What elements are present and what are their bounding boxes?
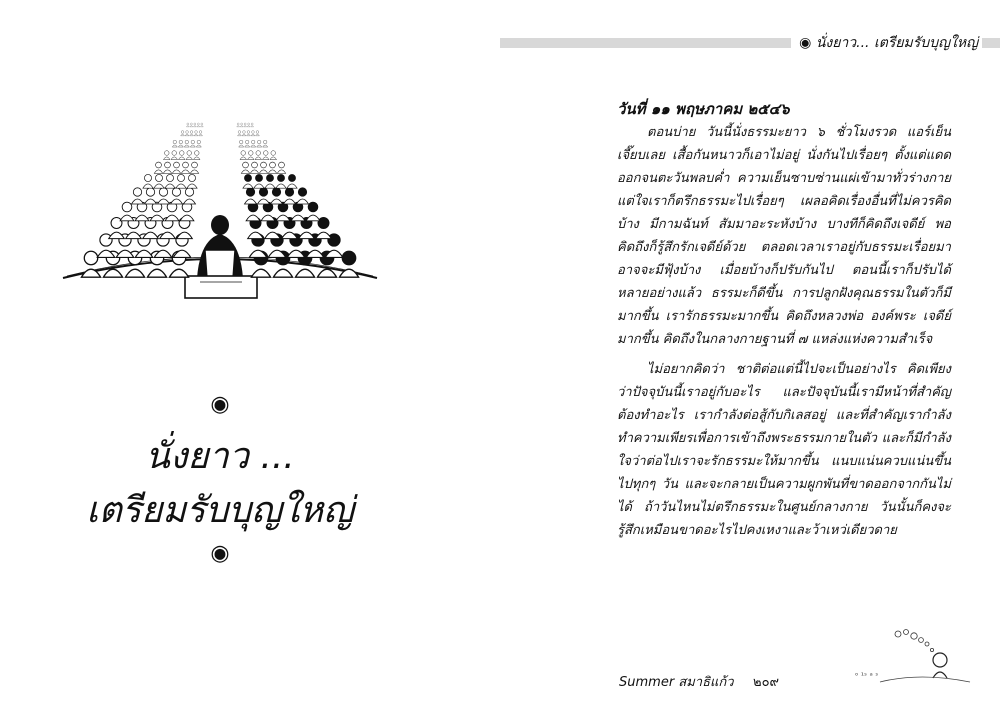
- footer-book-title: Summer สมาธิแก้ว: [619, 675, 734, 690]
- seated-figure: [190, 140, 195, 147]
- chapter-title-line1: นั่งยาว ...: [145, 436, 295, 477]
- seated-figure: [171, 188, 183, 204]
- seated-figure: [237, 123, 240, 127]
- seated-figure: [306, 202, 320, 221]
- entry-date: วันที่ ๑๑ พฤษภาคม ๒๕๔๖: [617, 100, 790, 118]
- seated-figure: [261, 202, 275, 221]
- right-page: [500, 0, 1000, 707]
- seated-figure: [172, 162, 180, 173]
- seated-figure: [190, 162, 198, 173]
- running-header-title: ◉ นั่งยาว... เตรียมรับบุญใหญ่: [791, 34, 982, 52]
- seated-figure: [196, 140, 201, 147]
- bubbles-doodle-icon: [820, 620, 980, 690]
- seated-figure: [251, 123, 254, 127]
- seated-figure: [184, 188, 196, 204]
- seated-figure: [250, 162, 258, 173]
- seated-figure: [178, 140, 183, 147]
- seated-figure: [132, 188, 144, 204]
- seated-figure: [154, 162, 162, 173]
- seated-figure: [200, 123, 203, 127]
- seated-figure: [291, 202, 305, 221]
- seated-figure: [284, 188, 296, 204]
- seated-figure: [270, 151, 277, 160]
- seated-figure: [187, 174, 197, 188]
- page-number: ๒๐๙: [753, 675, 780, 690]
- seated-figure: [277, 162, 285, 173]
- seated-figure: [257, 140, 262, 147]
- seated-figure: [184, 140, 189, 147]
- seated-figure: [247, 151, 254, 160]
- paragraph: ไม่อยากคิดว่า ชาติต่อแต่นี้ไปจะเป็นอย่างไร คิดเพียงว่าปัจจุบันนี้เราอยู่กับอะไร และปัจจุบันนี้เรามีหน้าที่สำคัญต้องทำอะไร เรากำลังต่อสู้กับกิเลสอยู่ และที่สำคัญเรากำลังทำความเพียรเพื่อการเข้าถึงพระธรรมกายในตัว และก็มีกำลังใจว่าต่อไปเราจะรักธรรมะให้มากขึ้น แนบแน่นควบแน่นขึ้นไปทุกๆ วัน และจะกลายเป็นความผูกพันที่ขาดออกจากกันไม่ได้ ถ้าวันไหนไม่ตรึกธรรมะในศูนย์กลางกาย วันนั้นก็คงจะรู้สึกเหมือนขาดอะไรไปคงเหงาและว้าเหว่เดียวดาย: [617, 362, 951, 538]
- seated-figure: [171, 151, 178, 160]
- seated-figure: [172, 140, 177, 147]
- seated-figure: [143, 174, 153, 188]
- seated-figure: [245, 188, 257, 204]
- seated-figure: [339, 251, 358, 277]
- seated-figure: [176, 174, 186, 188]
- seated-figure: [268, 162, 276, 173]
- seated-figure: [181, 162, 189, 173]
- seated-figure: [185, 131, 189, 136]
- seated-figure: [190, 123, 193, 127]
- seated-figure: [180, 202, 194, 221]
- seated-figure: [241, 162, 249, 173]
- paragraph: ตอนบ่าย วันนี้นั่งธรรมะยาว ๖ ชั่วโมงรวด แอร์เย็นเจี๊ยบเลย เสื้อกันหนาวก็เอาไม่อยู่ นั่งกันไปเรื่อยๆ ตั้งแต่แดดออกจนตะวันพลบค่ำ ความเย็นซาบซ่านแผ่เข้ามาทั่วร่างกาย แต่ใจเราก็ตรึกธรรมะไปเรื่อยๆ เผลอคิดเรื่องอื่นที่ไม่ควรคิดบ้าง มีกามฉันท์ สัมมาอะระหังบ้าง บางทีก็คิดถึงเจดีย์ พอคิดถึงก็รู้สึกรักเจดีย์ด้วย ตลอดเวลาเราอยู่กับธรรมะเรื่อยมา อาจจะมีฟุ้งบ้าง เมื่อยบ้างก็ปรับกันไป ตอนนี้เราก็ปรับได้หลายอย่างแล้ว ธรรมะก็ดีขึ้น การปลูกฝังคุณธรรมในตัวก็มีมากขึ้น เรารักธรรมะมากขึ้น คิดถึงหลวงพ่อ องค์พระ เจดีย์มากขึ้น คิดถึงในกลางกายฐานที่ ๗ แหล่งแห่งความสำเร็จ: [617, 125, 951, 347]
- seated-figure: [255, 151, 262, 160]
- seated-figure: [193, 151, 200, 160]
- seated-figure: [145, 188, 157, 204]
- seated-figure: [193, 123, 196, 127]
- seated-figure: [240, 151, 247, 160]
- seated-figure: [242, 131, 246, 136]
- seated-figure: [265, 174, 275, 188]
- seated-figure: [199, 131, 203, 136]
- seated-figure: [165, 202, 179, 221]
- seated-figure: [276, 202, 290, 221]
- seated-figure: [186, 151, 193, 160]
- seated-figure: [190, 131, 194, 136]
- seated-figure: [243, 174, 253, 188]
- seated-figure: [238, 131, 242, 136]
- seated-figure: [163, 162, 171, 173]
- diary-entry-body: [617, 121, 951, 549]
- seated-figure: [256, 131, 260, 136]
- seated-figure: [262, 151, 269, 160]
- ornament-top-icon: ◉: [210, 392, 230, 417]
- chapter-title-line2: เตรียมรับบุญใหญ่: [86, 490, 354, 531]
- seated-figure: [186, 123, 189, 127]
- seated-figure: [150, 202, 164, 221]
- seated-figure: [276, 174, 286, 188]
- seated-figure: [263, 140, 268, 147]
- seated-figure: [258, 188, 270, 204]
- seated-figure: [251, 131, 255, 136]
- seated-figure: [287, 174, 297, 188]
- seated-figure: [181, 131, 185, 136]
- seated-figure: [254, 174, 264, 188]
- seated-figure: [240, 123, 243, 127]
- seated-figure: [194, 131, 198, 136]
- seated-figure: [239, 140, 244, 147]
- monk-assembly-illustration: [55, 100, 385, 310]
- seated-figure: [245, 140, 250, 147]
- seated-figure: [247, 131, 251, 136]
- seated-figure: [154, 174, 164, 188]
- seated-figure: [135, 202, 149, 221]
- seated-figure: [158, 188, 170, 204]
- seated-figure: [297, 188, 309, 204]
- seated-figure: [271, 188, 283, 204]
- seated-figure: [251, 140, 256, 147]
- seated-figure: [247, 123, 250, 127]
- seated-figure: [259, 162, 267, 173]
- svg-text:ᵒ ¹ˢ ᵃ ˢ: ᵒ ¹ˢ ᵃ ˢ: [855, 671, 879, 680]
- seated-figure: [163, 151, 170, 160]
- seated-figure: [178, 151, 185, 160]
- seated-figure: [165, 174, 175, 188]
- seated-figure: [246, 202, 260, 221]
- seated-figure: [244, 123, 247, 127]
- seated-figure: [81, 251, 100, 277]
- seated-figure: [120, 202, 134, 221]
- teacher-monk: [185, 215, 257, 298]
- ornament-bottom-icon: ◉: [210, 541, 230, 566]
- seated-figure: [197, 123, 200, 127]
